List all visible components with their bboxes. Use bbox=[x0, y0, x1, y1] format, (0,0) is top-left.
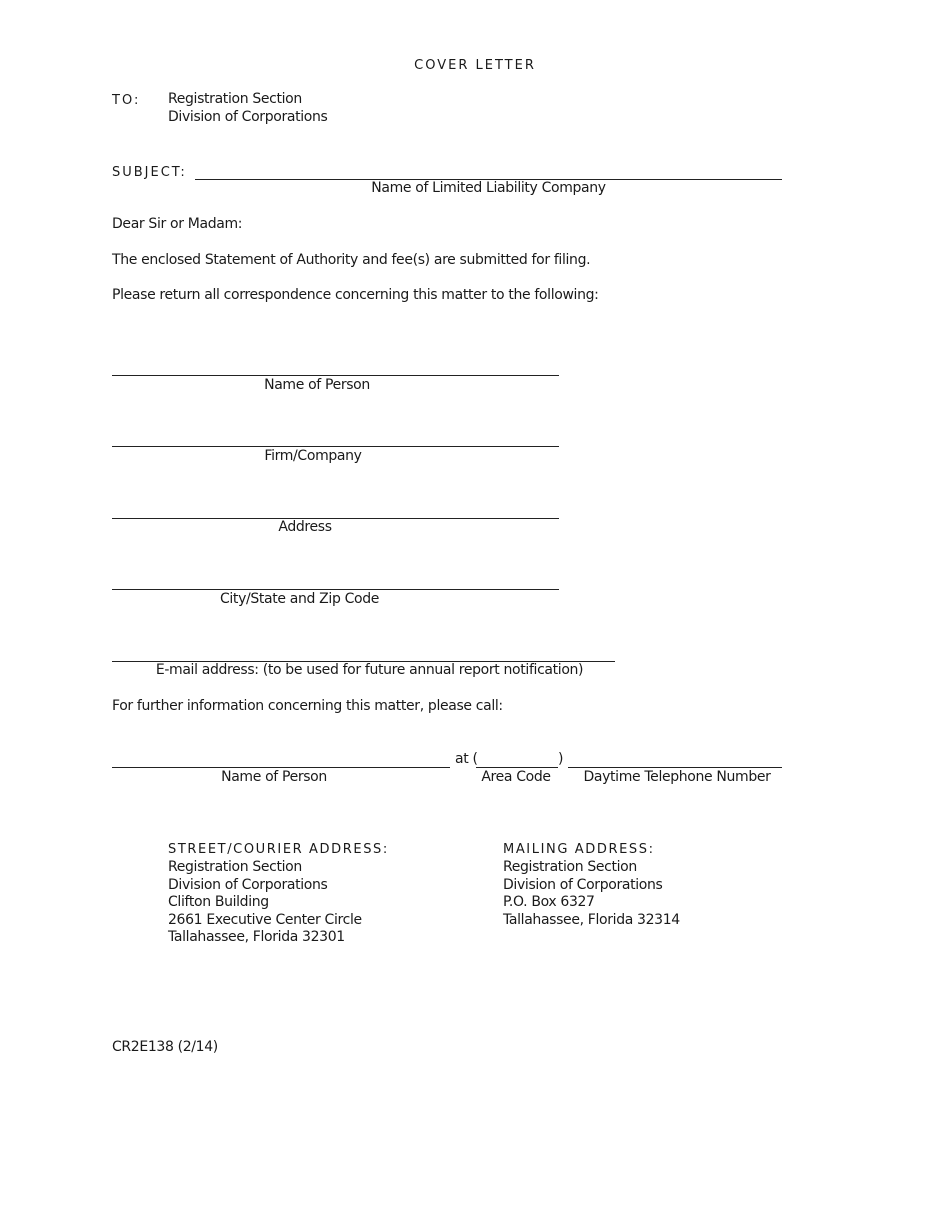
to-line-1: Registration Section bbox=[168, 91, 302, 107]
return-city-caption: City/State and Zip Code bbox=[219, 591, 380, 607]
return-city-line[interactable] bbox=[112, 589, 559, 590]
to-line-2: Division of Corporations bbox=[168, 109, 328, 125]
mailing-line: Division of Corporations bbox=[503, 876, 663, 893]
mailing-address-block bbox=[503, 859, 680, 929]
street-line: 2661 Executive Center Circle bbox=[168, 911, 362, 928]
salutation: Dear Sir or Madam: bbox=[112, 216, 243, 232]
phone-number-caption: Daytime Telephone Number bbox=[583, 769, 771, 785]
mailing-line: Tallahassee, Florida 32314 bbox=[503, 911, 680, 928]
street-line: Division of Corporations bbox=[168, 876, 328, 893]
mailing-heading: MAILING ADDRESS: bbox=[503, 842, 655, 857]
return-paragraph: Please return all correspondence concerning this matter to the following: bbox=[112, 287, 599, 303]
street-line: Clifton Building bbox=[168, 894, 269, 910]
mailing-line: Registration Section bbox=[503, 859, 637, 875]
area-code-caption: Area Code bbox=[481, 769, 551, 785]
return-firm-line[interactable] bbox=[112, 446, 559, 447]
phone-at-open: at ( bbox=[455, 751, 478, 767]
to-label: TO: bbox=[112, 93, 141, 108]
phone-name-caption: Name of Person bbox=[221, 769, 327, 785]
phone-number-line[interactable] bbox=[568, 767, 782, 768]
return-firm-caption: Firm/Company bbox=[264, 448, 362, 464]
phone-name-line[interactable] bbox=[112, 767, 450, 768]
area-code-line[interactable] bbox=[476, 767, 558, 768]
page-title: COVER LETTER bbox=[414, 58, 536, 73]
street-line: Tallahassee, Florida 32301 bbox=[168, 929, 345, 945]
form-number: CR2E138 (2/14) bbox=[112, 1039, 218, 1055]
street-heading: STREET/COURIER ADDRESS: bbox=[168, 842, 389, 857]
mailing-line: P.O. Box 6327 bbox=[503, 894, 595, 910]
call-paragraph: For further information concerning this matter, please call: bbox=[112, 698, 503, 714]
subject-label: SUBJECT: bbox=[112, 165, 187, 180]
return-email-caption: E-mail address: (to be used for future annual report notification) bbox=[155, 662, 584, 678]
return-address-caption: Address bbox=[278, 519, 332, 535]
subject-caption: Name of Limited Liability Company bbox=[371, 180, 606, 196]
enclosed-paragraph: The enclosed Statement of Authority and fee(s) are submitted for filing. bbox=[112, 252, 591, 268]
phone-close-paren: ) bbox=[558, 751, 564, 767]
street-line: Registration Section bbox=[168, 859, 302, 875]
return-name-line[interactable] bbox=[112, 375, 559, 376]
return-name-caption: Name of Person bbox=[264, 377, 370, 393]
street-address-block bbox=[168, 859, 362, 947]
